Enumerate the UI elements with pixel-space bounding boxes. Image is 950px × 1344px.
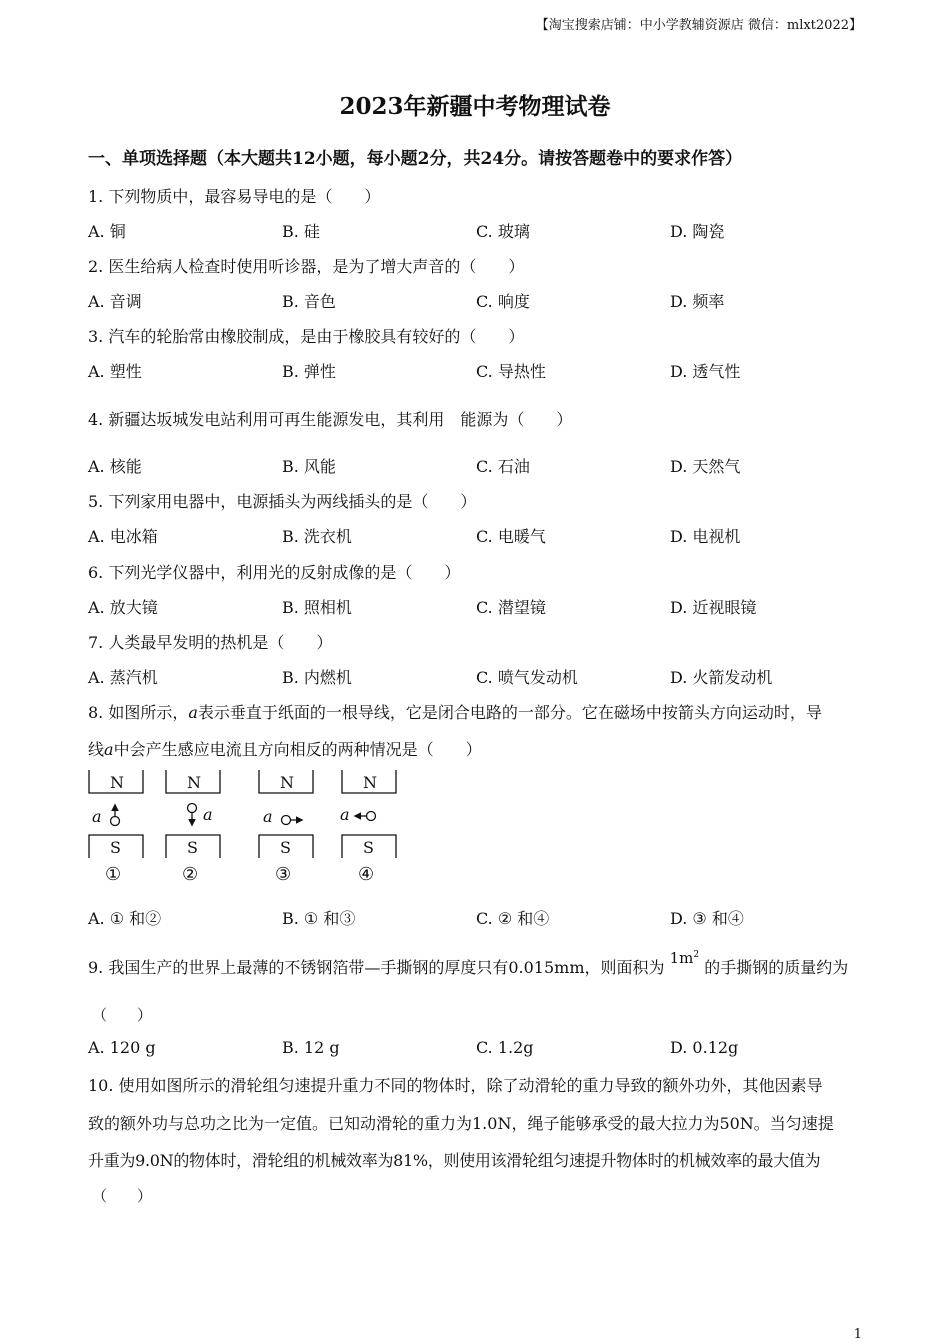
unit-exponent: 2 bbox=[693, 950, 700, 960]
question-1-option-b: B. 硅 bbox=[282, 222, 320, 241]
question-2-option-d: D. 频率 bbox=[670, 292, 725, 311]
question-9-option-b: B. 12 g bbox=[282, 1038, 340, 1057]
stem-text: 9. 我国生产的世界上最薄的不锈钢箔带—手撕钢的厚度只有0.015mm，则面积为 bbox=[88, 958, 665, 977]
question-10-answer-blank: （ ） bbox=[92, 1187, 153, 1205]
wire-variable: a bbox=[104, 740, 114, 759]
question-8-option-c: C. ② 和④ bbox=[476, 909, 550, 928]
pole-label-s-2: S bbox=[187, 838, 198, 857]
question-7-option-c: C. 喷气发动机 bbox=[476, 668, 578, 687]
question-3-option-c: C. 导热性 bbox=[476, 362, 546, 381]
question-6-option-c: C. 潜望镜 bbox=[476, 598, 546, 617]
question-6-option-a: A. 放大镜 bbox=[88, 598, 158, 617]
unit-base: 1m bbox=[669, 949, 694, 967]
pole-label-n-1: N bbox=[110, 773, 124, 792]
wire-2 bbox=[188, 804, 197, 813]
question-9-stem bbox=[88, 949, 849, 978]
page-title: 2023年新疆中考物理试卷 bbox=[339, 93, 611, 120]
pole-label-n-3: N bbox=[280, 773, 294, 792]
wire-3 bbox=[282, 816, 291, 825]
question-4-option-d: D. 天然气 bbox=[670, 457, 741, 476]
question-5-option-a: A. 电冰箱 bbox=[88, 527, 158, 546]
stem-text: 中会产生感应电流且方向相反的两种情况是（ ） bbox=[113, 740, 482, 759]
section-heading: 一、单项选择题（本大题共12小题，每小题2分，共24分。请按答题卷中的要求作答） bbox=[88, 149, 743, 169]
question-4-option-c: C. 石油 bbox=[476, 457, 530, 476]
question-2-option-c: C. 响度 bbox=[476, 292, 530, 311]
question-2-stem: 2. 医生给病人检查时使用听诊器，是为了增大声音的（ ） bbox=[88, 257, 525, 276]
question-8-option-d: D. ③ 和④ bbox=[670, 909, 744, 928]
header-note: 【淘宝搜索店铺：中小学教辅资源店 微信：mlxt2022】 bbox=[535, 18, 862, 33]
pole-label-s-4: S bbox=[363, 838, 374, 857]
question-3-option-b: B. 弹性 bbox=[282, 362, 336, 381]
question-9-option-d: D. 0.12g bbox=[670, 1038, 739, 1057]
pole-label-s-1: S bbox=[110, 838, 121, 857]
area-unit bbox=[670, 949, 700, 967]
question-6-option-d: D. 近视眼镜 bbox=[670, 598, 757, 617]
question-10-line-3: 升重为9.0N的物体时，滑轮组的机械效率为81%，则使用该滑轮组匀速提升物体时的机械效率的最大值为 bbox=[88, 1151, 821, 1170]
question-7-option-a: A. 蒸汽机 bbox=[88, 668, 158, 687]
question-8-option-a: A. ① 和② bbox=[88, 909, 162, 928]
pole-label-n-4: N bbox=[363, 773, 377, 792]
question-7-option-b: B. 内燃机 bbox=[282, 668, 352, 687]
question-3-stem: 3. 汽车的轮胎常由橡胶制成，是由于橡胶具有较好的（ ） bbox=[88, 327, 525, 346]
stem-text: 的手撕钢的质量约为 bbox=[704, 958, 849, 977]
question-9-option-a: A. 120 g bbox=[88, 1038, 156, 1057]
stem-text: 表示垂直于纸面的一根导线，它是闭合电路的一部分。它在磁场中按箭头方向运动时，导 bbox=[197, 703, 822, 722]
wire-variable: a bbox=[188, 703, 198, 722]
wire-label-1: a bbox=[92, 807, 102, 826]
question-4-option-b: B. 风能 bbox=[282, 457, 336, 476]
stem-text: 线 bbox=[88, 740, 105, 759]
question-5-option-b: B. 洗衣机 bbox=[282, 527, 352, 546]
wire-label-3: a bbox=[263, 807, 273, 826]
question-10-line-1: 10. 使用如图所示的滑轮组匀速提升重力不同的物体时，除了动滑轮的重力导致的额外功外，其他因素导 bbox=[88, 1076, 823, 1095]
figure-label-4: ④ bbox=[358, 864, 375, 885]
question-9-option-c: C. 1.2g bbox=[476, 1038, 534, 1057]
question-1-option-d: D. 陶瓷 bbox=[670, 222, 725, 241]
wire-label-4: a bbox=[340, 805, 350, 824]
question-5-option-c: C. 电暖气 bbox=[476, 527, 546, 546]
question-9-answer-blank: （ ） bbox=[92, 1006, 153, 1024]
question-7-stem: 7. 人类最早发明的热机是（ ） bbox=[88, 633, 333, 652]
question-8-stem-line-2 bbox=[88, 737, 482, 760]
wire-label-2: a bbox=[203, 805, 213, 824]
stem-text: 8. 如图所示， bbox=[88, 703, 189, 722]
question-4-stem: 4. 新疆达坂城发电站利用可再生能源发电，其利用 能源为（ ） bbox=[88, 410, 573, 429]
figure-label-2: ② bbox=[182, 864, 199, 885]
question-1-option-a: A. 铜 bbox=[88, 222, 126, 241]
figure-label-3: ③ bbox=[275, 864, 292, 885]
figure-label-1: ① bbox=[105, 864, 122, 885]
question-1-option-c: C. 玻璃 bbox=[476, 222, 530, 241]
pole-label-s-3: S bbox=[280, 838, 291, 857]
magnet-wire-diagram bbox=[86, 766, 416, 891]
question-10-line-2: 致的额外功与总功之比为一定值。已知动滑轮的重力为1.0N，绳子能够承受的最大拉力为50N。当匀速提 bbox=[88, 1114, 834, 1133]
question-3-option-a: A. 塑性 bbox=[88, 362, 142, 381]
question-2-option-a: A. 音调 bbox=[88, 292, 142, 311]
wire-1 bbox=[111, 817, 120, 826]
question-5-option-d: D. 电视机 bbox=[670, 527, 741, 546]
question-4-option-a: A. 核能 bbox=[88, 457, 142, 476]
question-6-stem: 6. 下列光学仪器中，利用光的反射成像的是（ ） bbox=[88, 563, 461, 582]
question-2-option-b: B. 音色 bbox=[282, 292, 336, 311]
question-5-stem: 5. 下列家用电器中，电源插头为两线插头的是（ ） bbox=[88, 492, 477, 511]
wire-4 bbox=[367, 812, 376, 821]
question-8-stem-line-1 bbox=[88, 700, 822, 723]
question-7-option-d: D. 火箭发动机 bbox=[670, 668, 773, 687]
page-number: 1 bbox=[853, 1327, 862, 1342]
question-1-stem: 1. 下列物质中，最容易导电的是（ ） bbox=[88, 187, 381, 206]
pole-label-n-2: N bbox=[187, 773, 201, 792]
question-3-option-d: D. 透气性 bbox=[670, 362, 741, 381]
question-8-option-b: B. ① 和③ bbox=[282, 909, 356, 928]
question-6-option-b: B. 照相机 bbox=[282, 598, 352, 617]
